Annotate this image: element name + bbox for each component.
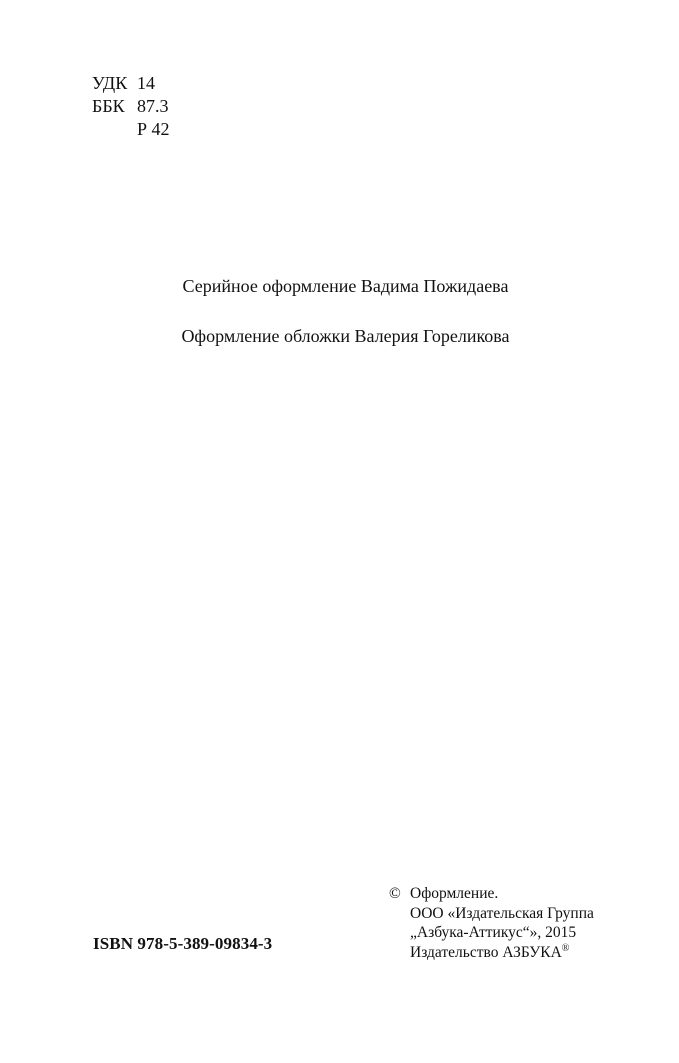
- publisher-name: Издательство АЗБУКА: [410, 943, 562, 961]
- udk-value: 14: [137, 73, 155, 93]
- cover-design-credit-block: [0, 326, 679, 347]
- isbn-number: ISBN 978-5-389-09834-3: [93, 934, 273, 953]
- copyright-symbol: ©: [389, 885, 401, 902]
- bbk-label: ББК: [92, 96, 125, 116]
- copyright-line-4: [389, 943, 594, 963]
- bbk-value: 87.3: [137, 96, 169, 116]
- series-design-credit-block: [0, 276, 679, 297]
- author-mark-row: [92, 118, 170, 141]
- udk-row: [92, 72, 170, 95]
- copyright-design-text: Оформление.: [410, 885, 499, 902]
- bbk-row: [92, 95, 170, 118]
- registered-mark: ®: [561, 942, 570, 954]
- publisher-group-name: ООО «Издательская Группа: [410, 904, 594, 922]
- publisher-group-name-cont: „Азбука-Аттикус“», 2015: [410, 924, 577, 941]
- udk-label: УДК: [92, 73, 128, 93]
- copyright-line-2: [389, 904, 594, 924]
- series-design-credit: Серийное оформление Вадима Пожидаева: [182, 276, 509, 296]
- copyright-line-1: [389, 884, 594, 904]
- copyright-line-3: [389, 923, 594, 943]
- copyright-block: [389, 884, 594, 962]
- classification-block: [92, 72, 170, 141]
- cover-design-credit: Оформление обложки Валерия Гореликова: [181, 326, 510, 346]
- author-mark: Р 42: [137, 119, 170, 139]
